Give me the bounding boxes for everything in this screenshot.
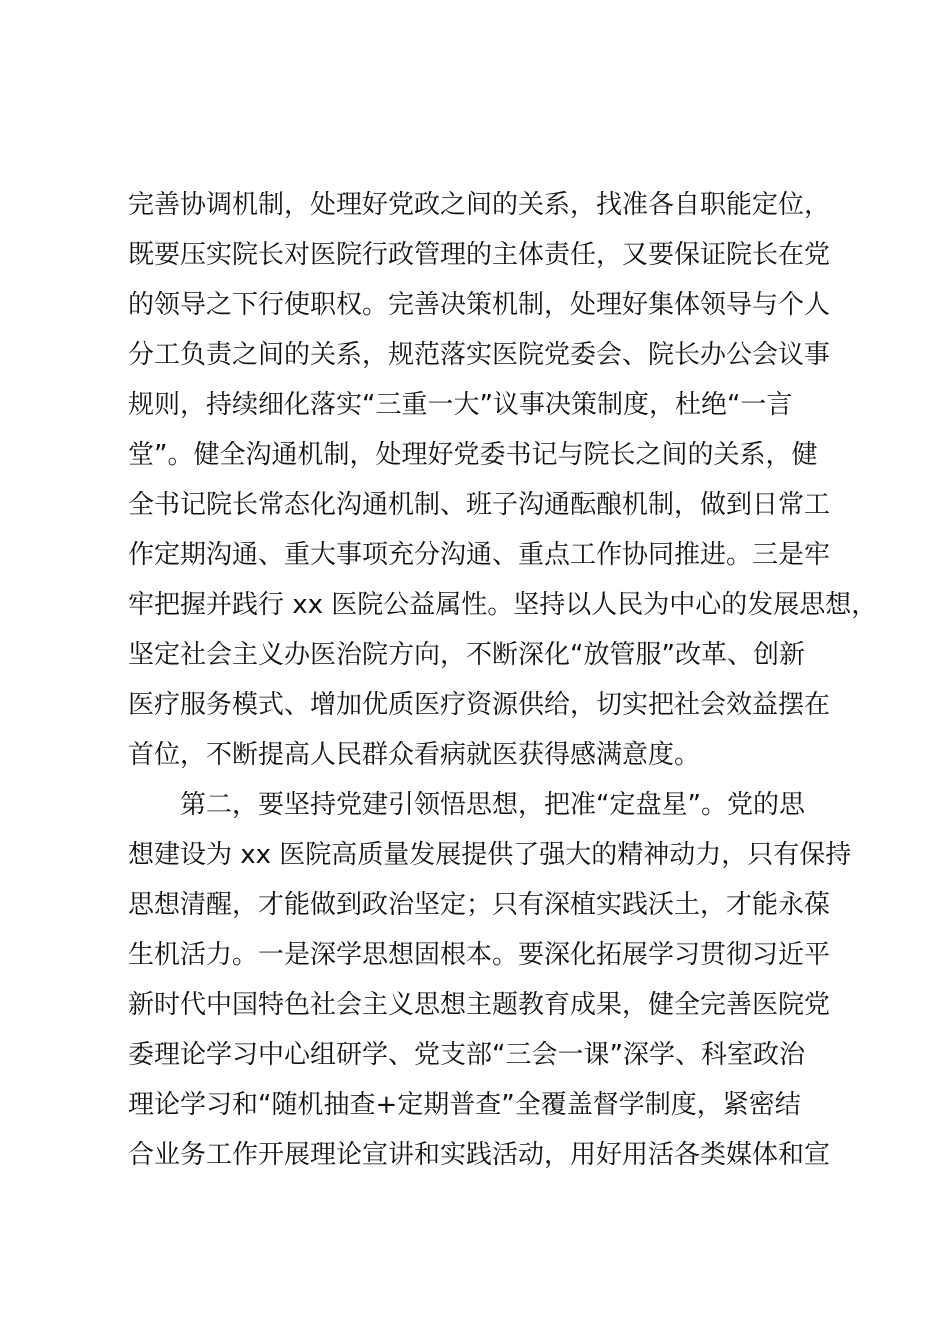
text-line: 全书记院长常态化沟通机制、班子沟通酝酿机制，做到日常工 <box>128 490 831 520</box>
text-line: 想建设为 xx 医院高质量发展提供了强大的精神动力，只有保持 <box>128 840 852 870</box>
text-line: 思想清醒，才能做到政治坚定；只有深植实践沃土，才能永葆 <box>128 890 831 920</box>
text-line: 堂”。健全沟通机制，处理好党委书记与院长之间的关系，健 <box>128 440 818 470</box>
text-line: 合业务工作开展理论宣讲和实践活动，用好用活各类媒体和宣 <box>128 1140 831 1170</box>
text-line: 坚定社会主义办医治院方向，不断深化“放管服”改革、创新 <box>128 640 805 670</box>
paragraph-2 <box>128 780 852 1180</box>
text-line: 医疗服务模式、增加优质医疗资源供给，切实把社会效益摆在 <box>128 690 831 720</box>
text-line: 规则，持续细化落实“三重一大”议事决策制度，杜绝“一言 <box>128 390 793 420</box>
text-line: 生机活力。一是深学思想固根本。要深化拓展学习贯彻习近平 <box>128 940 831 970</box>
text-line: 既要压实院长对医院行政管理的主体责任，又要保证院长在党 <box>128 240 831 270</box>
text-line: 首位，不断提高人民群众看病就医获得感满意度。 <box>128 740 701 770</box>
text-line: 理论学习和“随机抽查+定期普查”全覆盖督学制度，紧密结 <box>128 1090 801 1120</box>
paragraph-1 <box>128 180 878 780</box>
body-text <box>128 180 878 1180</box>
text-line: 的领导之下行使职权。完善决策机制，处理好集体领导与个人 <box>128 290 831 320</box>
text-line-first: 第二，要坚持党建引领悟思想，把准“定盘星”。党的思 <box>180 790 805 820</box>
text-line: 作定期沟通、重大事项充分沟通、重点工作协同推进。三是牢 <box>128 540 831 570</box>
text-line: 分工负责之间的关系，规范落实医院党委会、院长办公会议事 <box>128 340 831 370</box>
text-line: 新时代中国特色社会主义思想主题教育成果，健全完善医院党 <box>128 990 831 1020</box>
text-line: 牢把握并践行 xx 医院公益属性。坚持以人民为中心的发展思想， <box>128 590 878 620</box>
text-line: 委理论学习中心组研学、党支部“三会一课”深学、科室政治 <box>128 1040 805 1070</box>
text-line: 完善协调机制，处理好党政之间的关系，找准各自职能定位， <box>128 190 831 220</box>
